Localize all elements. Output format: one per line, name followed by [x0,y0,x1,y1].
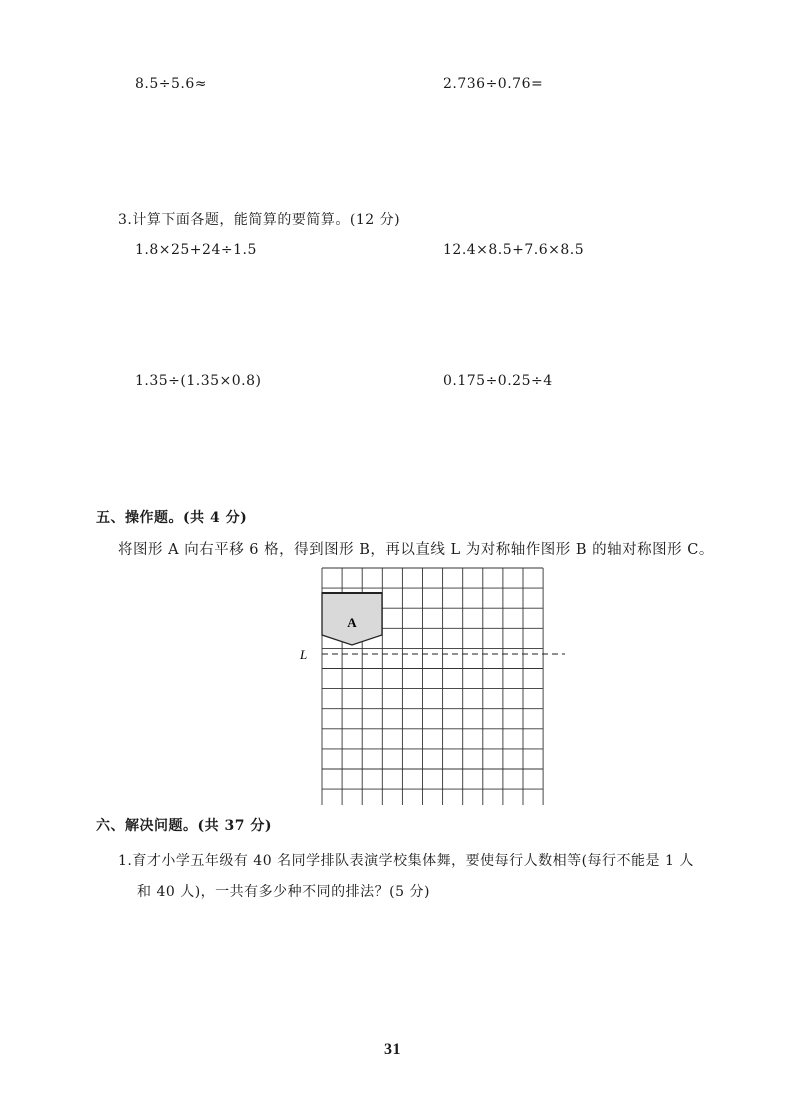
q3-item-3: 1.35÷(1.35×0.8) [135,373,262,389]
q1-line-2: 和 40 人)，一共有多少种不同的排法？(5 分) [137,884,430,900]
expr-2-736-div-0-76: 2.736÷0.76= [443,76,544,92]
line-label-l: L [300,647,308,662]
page-number: 31 [384,1041,401,1058]
q3-item-1: 1.8×25+24÷1.5 [135,242,257,258]
q1-line-1: 1.育才小学五年级有 40 名同学排队表演学校集体舞，要使每行人数相等(每行不能是 1 人 [118,853,694,869]
section6-heading: 六、解决问题。(共 37 分) [96,818,272,834]
expr-8-5-div-5-6: 8.5÷5.6≈ [135,76,207,92]
q3-heading: 3.计算下面各题，能简算的要简算。(12 分) [118,212,401,228]
section5-heading: 五、操作题。(共 4 分) [96,510,248,526]
shape-a-label: A [347,615,357,630]
section5-instruction: 将图形 A 向右平移 6 格，得到图形 B，再以直线 L 为对称轴作图形 B 的轴对称图形 C。 [118,542,714,558]
q3-item-2: 12.4×8.5+7.6×8.5 [443,242,585,258]
operation-grid [290,560,580,805]
q3-item-4: 0.175÷0.25÷4 [443,373,553,389]
